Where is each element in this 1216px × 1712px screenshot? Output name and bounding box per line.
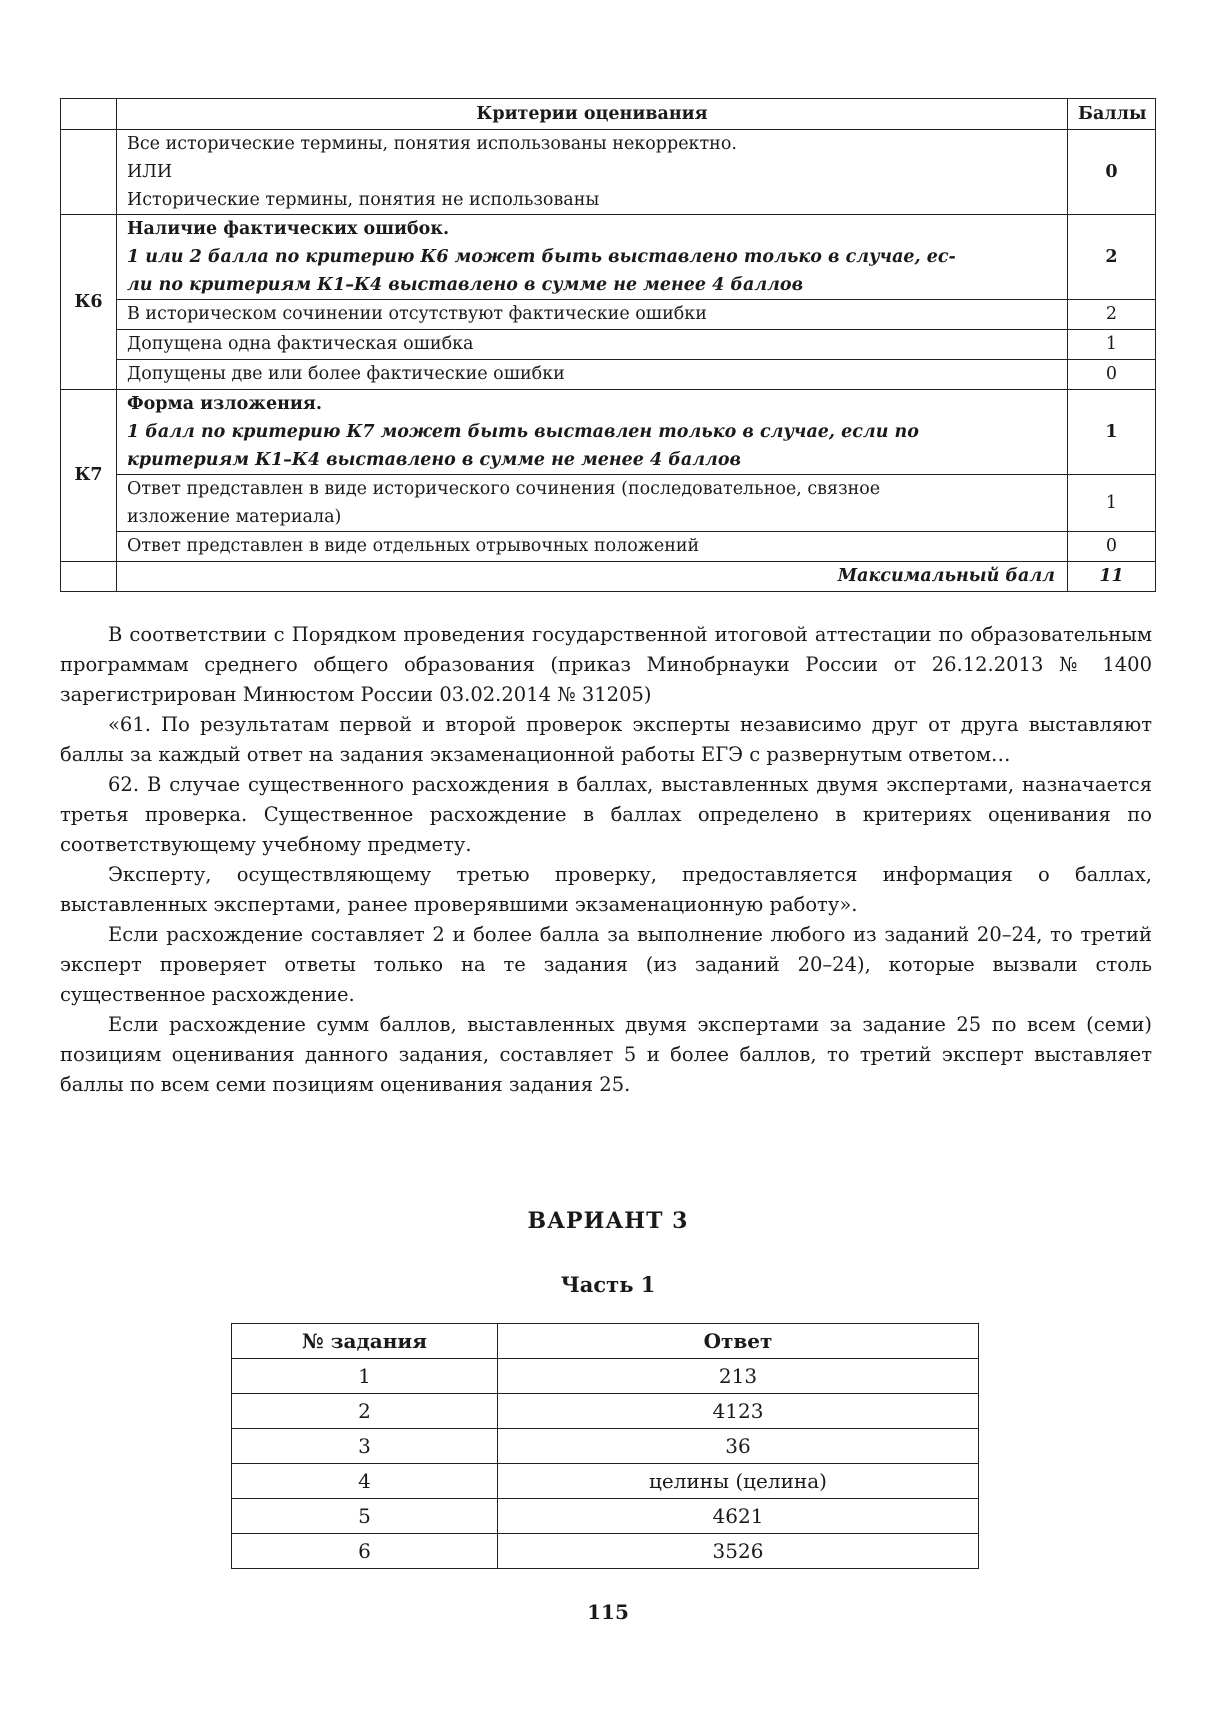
table-row [232,1534,979,1569]
task-number: 1 [232,1359,498,1394]
points-cell: 1 [1068,475,1156,532]
criterion-text: Ответ представлен в виде исторического сочинения (последовательное, связное изложение материала) [117,475,1068,532]
variant-title: ВАРИАНТ 3 [527,1208,689,1234]
table-row [61,130,1156,215]
points-header-label: Баллы [1068,99,1156,130]
answer-value: 4123 [498,1394,979,1429]
criteria-header-row [61,99,1156,130]
answer-value: 36 [498,1429,979,1464]
criterion-text: Ответ представлен в виде отдельных отрывочных положений [117,532,1068,562]
table-row [232,1499,979,1534]
paragraph: Если расхождение составляет 2 и более балла за выполнение любого из заданий 20–24, то третий эксперт проверяет ответы только на те задания (из заданий 20–24), которые вызвали столь существенное расхождение. [60,923,1152,1006]
criterion-text: Все исторические термины, понятия использованы некорректно. ИЛИ Исторические термины, понятия не использованы [117,130,1068,215]
task-number: 6 [232,1534,498,1569]
part-title: Часть 1 [560,1272,656,1297]
paragraph: «61. По результатам первой и второй проверок эксперты независимо друг от друга выставляют баллы за каждый ответ на задания экзаменационной работы ЕГЭ с развернутым ответом… [60,713,1152,766]
points-cell: 2 [1068,300,1156,330]
table-row [61,360,1156,390]
answer-value: 213 [498,1359,979,1394]
max-score-value: 11 [1068,562,1156,592]
paragraph: Если расхождение сумм баллов, выставленных двумя экспертами за задание 25 по всем (семи) позициям оценивания данного задания, составляет 5 и более баллов, то третий эксперт выставляет баллы по всем семи позициям оценивания задания 25. [60,1013,1152,1096]
answer-header: Ответ [498,1324,979,1359]
max-score-row [61,562,1156,592]
task-number: 2 [232,1394,498,1429]
paragraph: Эксперту, осуществляющему третью проверку, предоставляется информация о баллах, выставленных экспертами, ранее проверявшими экзаменационную работу». [60,863,1152,916]
page-number: 115 [587,1600,629,1624]
criterion-label-empty [61,130,117,215]
points-cell: 1 [1068,390,1156,475]
task-number: 3 [232,1429,498,1464]
table-row [61,532,1156,562]
answers-table [231,1323,979,1569]
criterion-text: В историческом сочинении отсутствуют фактические ошибки [117,300,1068,330]
answer-value: 4621 [498,1499,979,1534]
task-number: 5 [232,1499,498,1534]
paragraph: 62. В случае существенного расхождения в баллах, выставленных двумя экспертами, назначается третья проверка. Существенное расхождение в баллах определено в критериях оценивания по соответствующему учебному предмету. [60,773,1152,856]
table-row [61,475,1156,532]
criteria-table [60,98,1156,592]
criterion-text: Допущены две или более фактические ошибки [117,360,1068,390]
points-cell: 1 [1068,330,1156,360]
max-score-label: Максимальный балл [117,562,1068,592]
criterion-text: Наличие фактических ошибок. 1 или 2 балла по критерию К6 может быть выставлено только в случае, ес- ли по критериям К1–К4 выставлено в сумме не менее 4 баллов [117,215,1068,300]
criteria-header-label: Критерии оценивания [117,99,1068,130]
table-row [232,1464,979,1499]
criterion-label-k7: К7 [61,390,117,562]
table-row [61,390,1156,475]
answer-value: 3526 [498,1534,979,1569]
points-cell: 2 [1068,215,1156,300]
table-row [232,1359,979,1394]
table-row [232,1429,979,1464]
criterion-text: Допущена одна фактическая ошибка [117,330,1068,360]
points-cell: 0 [1068,532,1156,562]
answer-value: целины (целина) [498,1464,979,1499]
criterion-label-k6: К6 [61,215,117,390]
points-cell: 0 [1068,130,1156,215]
table-row [61,215,1156,300]
task-number: 4 [232,1464,498,1499]
table-row [61,330,1156,360]
criteria-corner-cell [61,99,117,130]
max-score-empty-cell [61,562,117,592]
answers-header-row [232,1324,979,1359]
paragraph: В соответствии с Порядком проведения государственной итоговой аттестации по образовательным программам среднего общего образования (приказ Минобрнауки России от 26.12.2013 № 1400 зарегистрирован Минюстом России 03.02.2014 № 31205) [60,623,1152,706]
table-row [61,300,1156,330]
criterion-text: Форма изложения. 1 балл по критерию К7 может быть выставлен только в случае, если по критериям К1–К4 выставлено в сумме не менее 4 баллов [117,390,1068,475]
points-cell: 0 [1068,360,1156,390]
task-number-header: № задания [232,1324,498,1359]
table-row [232,1394,979,1429]
rules-text [60,620,1152,1100]
